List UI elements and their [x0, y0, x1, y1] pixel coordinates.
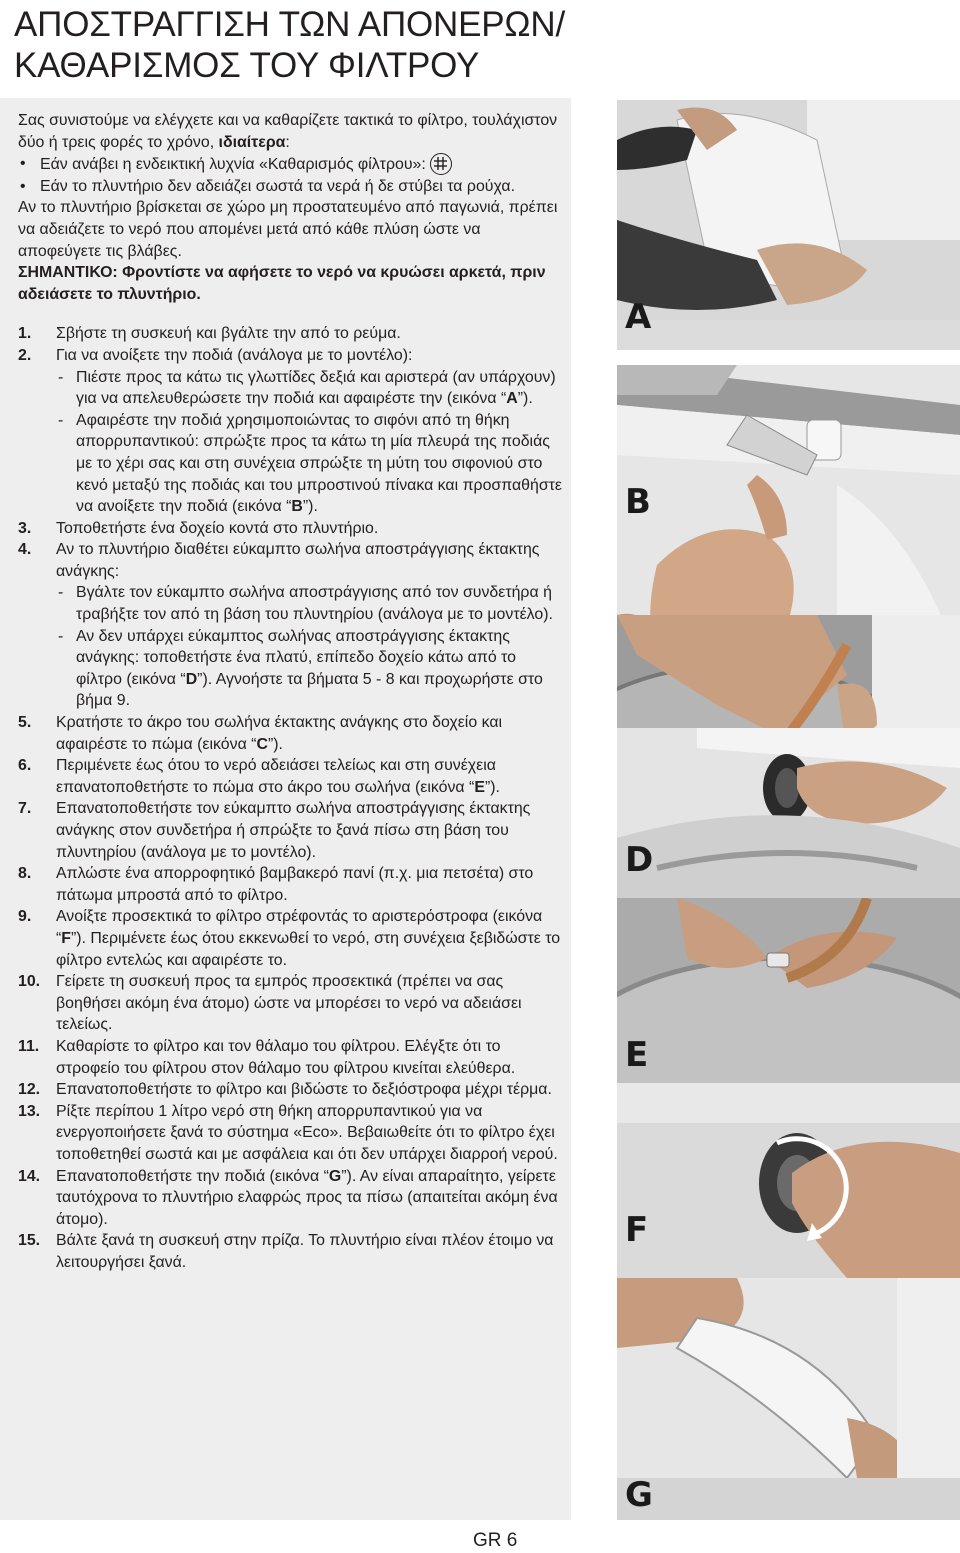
- step-text: Κρατήστε το άκρο του σωλήνα έκτακτης ανάγκης στο δοχείο και αφαιρέστε το πώμα (εικόνα “: [56, 714, 503, 753]
- step-text: Ρίξτε περίπου 1 λίτρο νερό στη θήκη απορρυπαντικού για να ενεργοποιήσετε ξανά το σύστημα «Eco». Βεβαιωθείτε ότι το φίλτρο έχει τοποθετηθεί σωστά και με ασφάλεια και ότι δεν υπάρχει διαρροή νερού.: [56, 1102, 558, 1163]
- step-item: [18, 863, 566, 906]
- step-text: ”).: [484, 778, 500, 796]
- figure-reference: B: [291, 498, 303, 516]
- step-item: [18, 1101, 566, 1166]
- intro-colon: :: [285, 133, 290, 151]
- filter-grid-icon: [430, 153, 452, 175]
- step-item: [18, 1166, 566, 1231]
- step-item: [18, 712, 566, 755]
- step-item: [18, 1036, 566, 1079]
- sub-step-item: [56, 626, 566, 712]
- step-number: 14.: [18, 1167, 41, 1185]
- instructions-text: [18, 110, 566, 1273]
- important-note: ΣΗΜΑΝΤΙΚΟ: Φροντίστε να αφήσετε το νερό να κρυώσει αρκετά, πριν αδειάσετε το πλυντήριο.: [18, 264, 546, 303]
- step-number: 9.: [18, 908, 32, 926]
- condition-list: [18, 153, 566, 197]
- step-text: ”).: [267, 735, 283, 753]
- step-number: 12.: [18, 1081, 41, 1099]
- step-number: 8.: [18, 865, 32, 883]
- figure-label: D: [625, 840, 654, 880]
- step-text: Επανατοποθετήστε την ποδιά (εικόνα “: [56, 1167, 329, 1185]
- figure-reference: F: [61, 929, 72, 947]
- step-number: 7.: [18, 800, 32, 818]
- step-text: ”). Αν είναι απαραίτητο, γείρετε ταυτόχρονα το πλυντήριο ελαφρώς προς τα πίσω (απαιτείται ακόμη ένα άτομο).: [56, 1167, 558, 1228]
- step-text: Επανατοποθετήστε το φίλτρο και βιδώστε το δεξιόστροφα μέχρι τέρμα.: [56, 1081, 552, 1099]
- figure-reference: A: [506, 390, 518, 408]
- step-number: 11.: [18, 1037, 40, 1055]
- step-item: [18, 798, 566, 863]
- figure-reference: E: [474, 778, 485, 796]
- step-item: [18, 971, 566, 1036]
- step-text: Περιμένετε έως ότου το νερό αδειάσει τελείως και στη συνέχεια επανατοποθετήστε το πώμα στο άκρο του σωλήνα (εικόνα “: [56, 757, 496, 796]
- step-text: Καθαρίστε το φίλτρο και τον θάλαμο του φίλτρου. Ελέγξτε ότι το στροφείο του φίλτρου στον θάλαμο του φίλτρου κινείται ελεύθερα.: [56, 1037, 516, 1077]
- step-item: [18, 1230, 566, 1273]
- title-line-2: ΚΑΘΑΡΙΣΜΟΣ ΤΟΥ ΦΙΛΤΡΟΥ: [14, 46, 480, 85]
- figure-d-photo: [617, 728, 960, 898]
- step-number: 6.: [18, 757, 32, 775]
- step-number: 2.: [18, 346, 32, 364]
- sub-step-text: Αφαιρέστε την ποδιά χρησιμοποιώντας το σιφόνι από τη θήκη απορρυπαντικού: σπρώξτε προς τα κάτω τη μία πλευρά της ποδιάς με το χέρι σας και στη συνέχεια σπρώξτε τη μύτη του σιφονιού στο κενό μεταξύ της ποδιάς και του μπροστινού πίνακα και προσπαθήστε να ανοίξετε την ποδιά (εικόνα “: [76, 411, 562, 516]
- sub-step-item: [56, 367, 566, 410]
- figure-f-photo: [617, 1083, 960, 1278]
- figure-a-photo: [617, 100, 960, 350]
- sub-step-list: [56, 582, 566, 712]
- step-text: Ανοίξτε προσεκτικά το φίλτρο στρέφοντάς το αριστερόστροφα (εικόνα “: [56, 908, 543, 947]
- step-number: 5.: [18, 714, 32, 732]
- figure-e-photo: [617, 898, 960, 1083]
- step-item: [18, 518, 566, 540]
- figure-reference: D: [185, 670, 198, 688]
- sub-step-text: ”). Αγνοήστε τα βήματα 5 - 8 και προχωρήστε στο βήμα 9.: [76, 670, 543, 710]
- figure-reference: C: [256, 735, 268, 753]
- step-text: Απλώστε ένα απορροφητικό βαμβακερό πανί (π.χ. μια πετσέτα) στο πάτωμα μπροστά από το φίλτρο.: [56, 865, 534, 904]
- sub-step-text: Πιέστε προς τα κάτω τις γλωττίδες δεξιά και αριστερά (αν υπάρχουν) για να απελευθερώσετε την ποδιά και αφαιρέστε την (εικόνα “: [76, 368, 556, 408]
- frost-paragraph: Αν το πλυντήριο βρίσκεται σε χώρο μη προστατευμένο από παγωνιά, πρέπει να αδειάζετε το νερό που απομένει μετά από κάθε πλύση ώστε να αποφεύγετε τις βλάβες.: [18, 199, 558, 260]
- title-line-1: ΑΠΟΣΤΡΑΓΓΙΣΗ ΤΩΝ ΑΠΟΝΕΡΩΝ/: [14, 5, 565, 44]
- step-item: [18, 323, 566, 345]
- list-item: [18, 153, 566, 176]
- figure-label: A: [625, 297, 652, 337]
- figure-label: G: [625, 1475, 653, 1515]
- step-number: 1.: [18, 325, 32, 343]
- figure-reference: G: [328, 1167, 342, 1185]
- step-number: 13.: [18, 1102, 41, 1120]
- steps-list: [18, 323, 566, 1273]
- intro-text: Σας συνιστούμε να ελέγχετε και να καθαρίζετε τακτικά το φίλτρο, τουλάχιστον δύο ή τρεις φορές το χρόνο,: [18, 112, 558, 151]
- step-item: [18, 755, 566, 798]
- intro-paragraph: [18, 110, 566, 153]
- step-number: 3.: [18, 519, 32, 537]
- list-item: • Εάν το πλυντήριο δεν αδειάζει σωστά τα νερά ή δε στύβει τα ρούχα.: [18, 176, 566, 198]
- photo-column: [617, 100, 960, 1520]
- step-text: Τοποθετήστε ένα δοχείο κοντά στο πλυντήριο.: [56, 519, 379, 537]
- sub-step-text: ”).: [517, 390, 533, 408]
- step-number: 4.: [18, 541, 32, 559]
- step-number: 15.: [18, 1232, 41, 1250]
- figure-label: F: [625, 1210, 649, 1250]
- figure-label: B: [625, 482, 651, 522]
- step-text: Επανατοποθετήστε τον εύκαμπτο σωλήνα αποστράγγισης έκτακτης ανάγκης στον συνδετήρα ή σπρώξτε το ξανά πίσω στη βάση του πλυντηρίου (ανάλογα με το μοντέλο).: [56, 800, 531, 861]
- page-number: GR 6: [473, 1530, 518, 1551]
- sub-step-item: [56, 582, 566, 625]
- step-item: [18, 1079, 566, 1101]
- sub-step-list: [56, 367, 566, 518]
- step-number: 10.: [18, 973, 41, 991]
- step-item: [18, 539, 566, 712]
- step-text: Αν το πλυντήριο διαθέτει εύκαμπτο σωλήνα αποστράγγισης έκτακτης ανάγκης:: [56, 541, 540, 580]
- figure-g-photo: [617, 1278, 960, 1520]
- page-title: [14, 4, 565, 86]
- step-text: Για να ανοίξετε την ποδιά (ανάλογα με το μοντέλο):: [56, 346, 413, 364]
- bullet-text: Εάν ανάβει η ενδεικτική λυχνία «Καθαρισμός φίλτρου»:: [40, 156, 426, 174]
- sub-step-text: Βγάλτε τον εύκαμπτο σωλήνα αποστράγγισης από τον συνδετήρα ή τραβήξτε τον από τη βάση του πλυντηρίου (ανάλογα με το μοντέλο).: [76, 584, 553, 624]
- sub-step-text: ”).: [302, 498, 318, 516]
- intro-emphasis: ιδιαίτερα: [218, 133, 286, 151]
- step-item: [18, 345, 566, 518]
- sub-step-text: Αν δεν υπάρχει εύκαμπτος σωλήνας αποστράγγισης έκτακτης ανάγκης: τοποθετήστε ένα πλατύ, επίπεδο δοχείο κάτω από το φίλτρο (εικόνα “: [76, 627, 516, 688]
- figure-label: E: [625, 1035, 649, 1075]
- step-text: Σβήστε τη συσκευή και βγάλτε την από το ρεύμα.: [56, 325, 401, 343]
- step-text: Γείρετε τη συσκευή προς τα εμπρός προσεκτικά (πρέπει να σας βοηθήσει ακόμη ένα άτομο) ώστε να μπορέσει το νερό να αδειάσει τελείως.: [56, 973, 522, 1034]
- step-text: ”). Περιμένετε έως ότου εκκενωθεί το νερό, στη συνέχεια ξεβιδώστε το φίλτρο εντελώς και αφαιρέστε το.: [56, 929, 561, 969]
- sub-step-item: [56, 410, 566, 518]
- step-item: [18, 906, 566, 971]
- step-text: Βάλτε ξανά τη συσκευή στην πρίζα. Το πλυντήριο είναι πλέον έτοιμο να λειτουργήσει ξανά.: [56, 1232, 554, 1271]
